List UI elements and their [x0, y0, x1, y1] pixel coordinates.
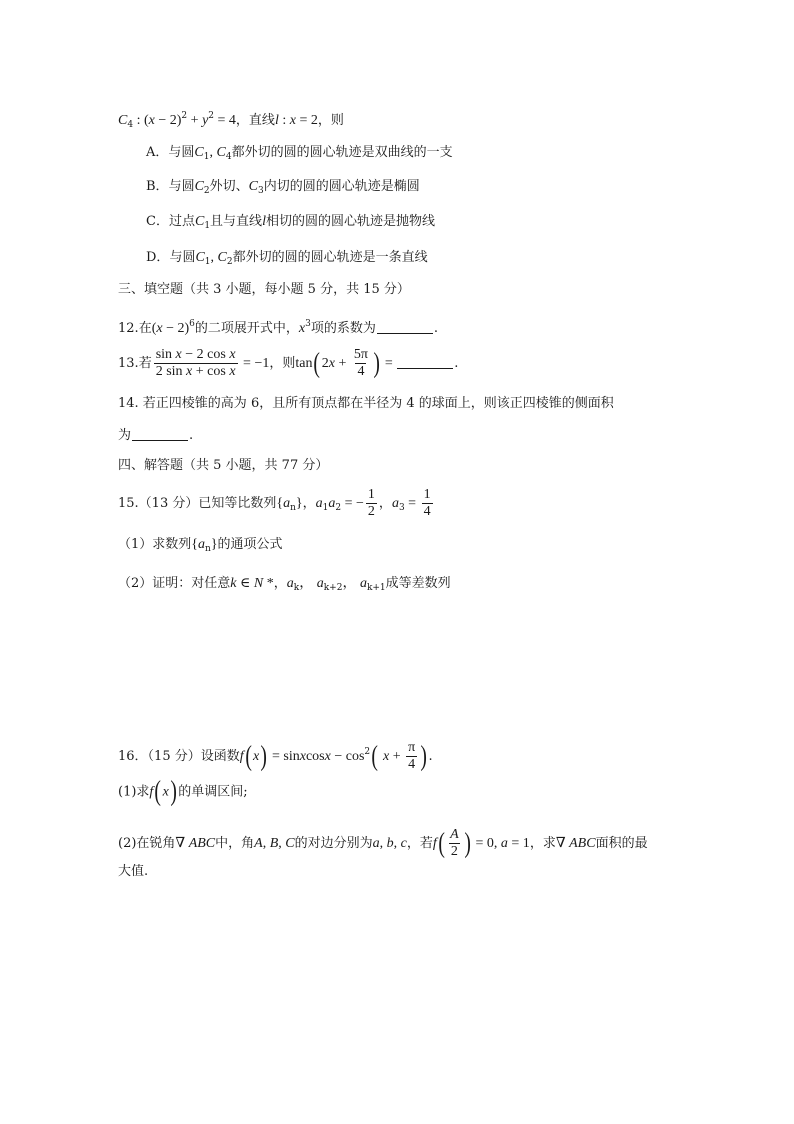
- question-14-line1: 14. 若正四棱锥的高为 6，且所有顶点都在半径为 4 的球面上，则该正四棱锥的侧面积: [118, 396, 614, 411]
- fraction-trig: $\frac{\text{sin x − 2 cos x}}{\text{2 sin x + cos x}}$: [155, 347, 236, 379]
- question-15-part2: （2）证明：对任意k ∈ N *，$a_k$， $a_{k+2}$， $a_{k+1}$成等差数列: [118, 576, 451, 593]
- q11-option-a: A．与圆$C_1$, $C_4$都外切的圆的圆心轨迹是双曲线的一支: [146, 145, 453, 162]
- q11-option-d: D．与圆$C_1$, $C_2$都外切的圆的圆心轨迹是一条直线: [146, 250, 428, 267]
- answer-blank-12: [377, 321, 433, 334]
- question-16-part2-end: 大值.: [118, 864, 149, 879]
- question-16-part2: (2)在锐角∇ ABC中，角A, B, C的对边分别为a, b, c，若f( $\frac{A}{2}$ ) = 0, a = 1，求∇ ABC面积的最: [118, 827, 648, 859]
- question-16: 16．（15 分）设函数f(x) = sinxcosx − $\cos^2$( x + $\frac{\pi}{4}$ ).: [118, 740, 433, 772]
- section-heading-fill-in: 三、填空题（共 3 小题，每小题 5 分，共 15 分）: [118, 282, 410, 297]
- q11-intro-text: ，直线: [235, 113, 275, 128]
- question-14-line2: 为 .: [118, 428, 194, 443]
- question-15-part1: （1）求数列$\{a_n\}$的通项公式: [118, 537, 283, 554]
- question-15: 15.（13 分）已知等比数列$\{a_n\}$，$a_1a_2$ = − $\frac{1}{2}$ ，$a_3$ = $\frac{1}{4}$: [118, 487, 431, 519]
- answer-blank-14: [132, 428, 188, 441]
- question-12: 12.在$(x - 2)^6$的二项展开式中，$x^3$项的系数为 .: [118, 319, 439, 336]
- question-16-part1: (1)求f(x)的单调区间;: [118, 776, 248, 807]
- section-heading-solutions: 四、解答题（共 5 小题，共 77 分）: [118, 458, 329, 473]
- q11-option-b: B．与圆$C_2$外切、$C_3$内切的圆的圆心轨迹是椭圆: [146, 179, 420, 196]
- q11-option-c: C．过点$C_1$且与直线l相切的圆的圆心轨迹是抛物线: [146, 214, 435, 231]
- answer-blank-13: [397, 356, 453, 369]
- q11-intro: $C_4$ : $(x - 2)^2 + y^2 = 4$，直线l : x = 2，则: [118, 111, 344, 130]
- question-13: 13.若 $\frac{\text{sin x − 2 cos x}}{\text{2 sin x + cos x}}$ = −1，则tan(2x + $\frac{5\pi}{4}$ ) = .: [118, 347, 459, 379]
